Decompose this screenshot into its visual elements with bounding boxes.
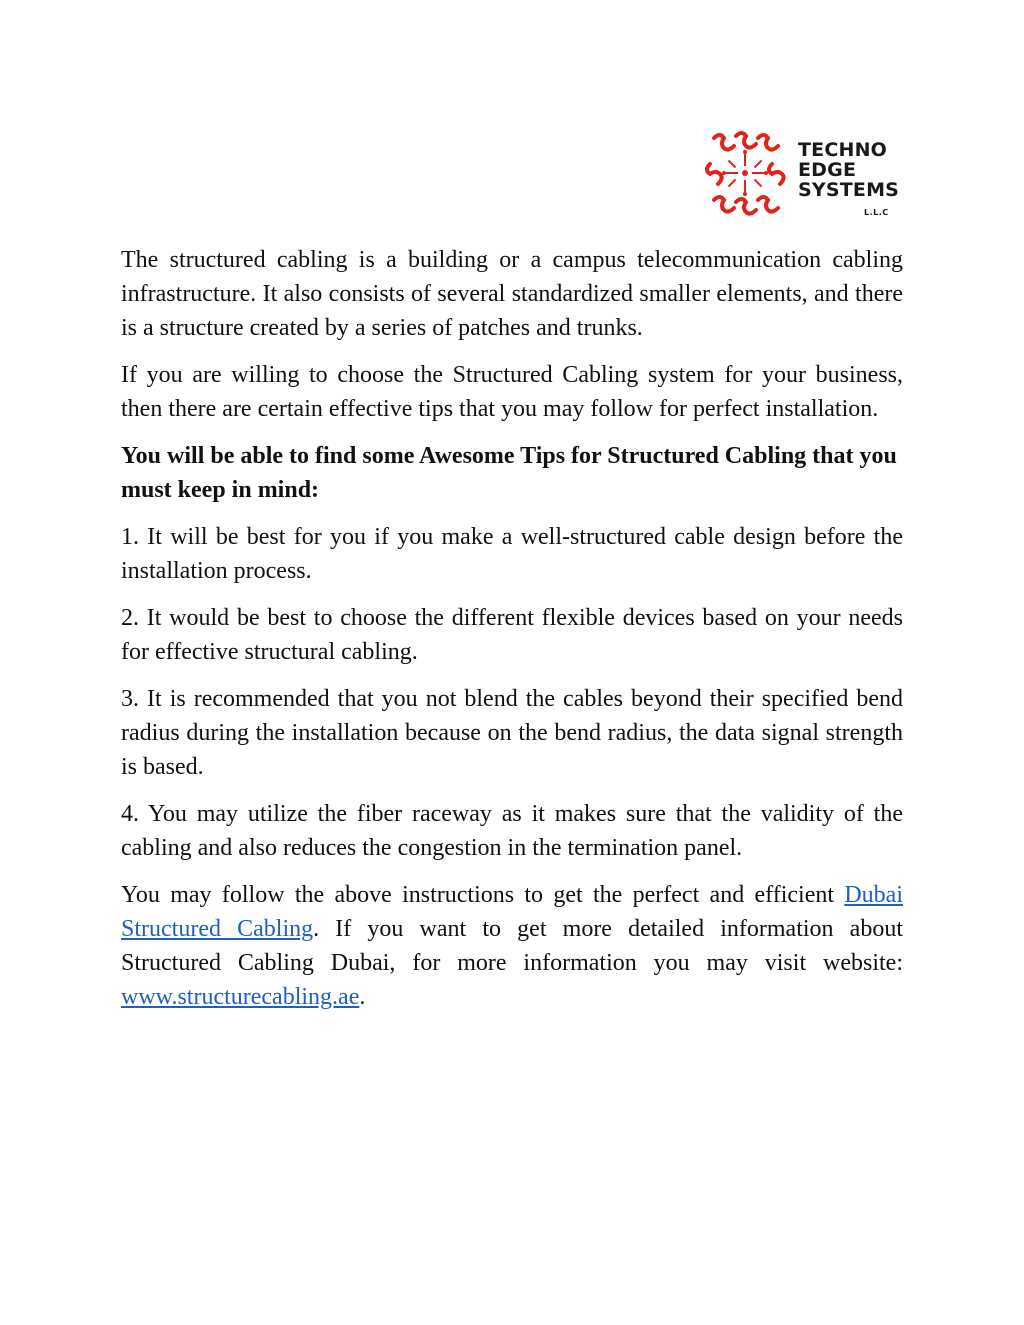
- logo-line-2: EDGE: [798, 159, 857, 181]
- choose-paragraph: If you are willing to choose the Structured Cabling system for your business, then there are certain effective tips that you may follow for perfect installation.: [121, 362, 903, 422]
- dubai-structured-cabling-link[interactable]: Dubai Structured Cabling: [121, 882, 903, 942]
- intro-paragraph: The structured cabling is a building or a campus telecommunication cabling infrastructure. It also consists of several standardized smaller elements, and there is a structure created by a series of patches and trunks.: [121, 247, 903, 341]
- website-link[interactable]: www.structurecabling.ae: [121, 984, 360, 1010]
- document-body: [121, 243, 903, 1027]
- tip-item-3: 3. It is recommended that you not blend the cables beyond their specified bend radius during the installation because on the bend radius, the data signal strength is based.: [121, 686, 903, 780]
- tip-item-4: 4. You may utilize the fiber raceway as it makes sure that the validity of the cabling and also reduces the congestion in the termination panel.: [121, 801, 903, 861]
- closing-paragraph: [121, 878, 903, 1014]
- logo-line-3: SYSTEMS: [798, 179, 900, 201]
- logo-line-1: TECHNO: [798, 139, 888, 161]
- techno-edge-logo-icon: [700, 128, 790, 218]
- closing-text-1: You may follow the above instructions to get the perfect and efficient: [121, 882, 845, 908]
- closing-text-end: .: [359, 984, 366, 1010]
- logo-wordmark: [798, 140, 899, 200]
- company-logo: [700, 124, 900, 224]
- logo-suffix: L.L.C: [864, 208, 889, 217]
- tip-item-1: 1. It will be best for you if you make a well-structured cable design before the installation process.: [121, 524, 903, 584]
- tips-heading: You will be able to find some Awesome Tips for Structured Cabling that you must keep in mind:: [121, 443, 897, 503]
- tip-item-2: 2. It would be best to choose the different flexible devices based on your needs for effective structural cabling.: [121, 605, 903, 665]
- closing-text-2: . If you want to get more detailed information about Structured Cabling Dubai, for more information you may visit website:: [121, 916, 904, 976]
